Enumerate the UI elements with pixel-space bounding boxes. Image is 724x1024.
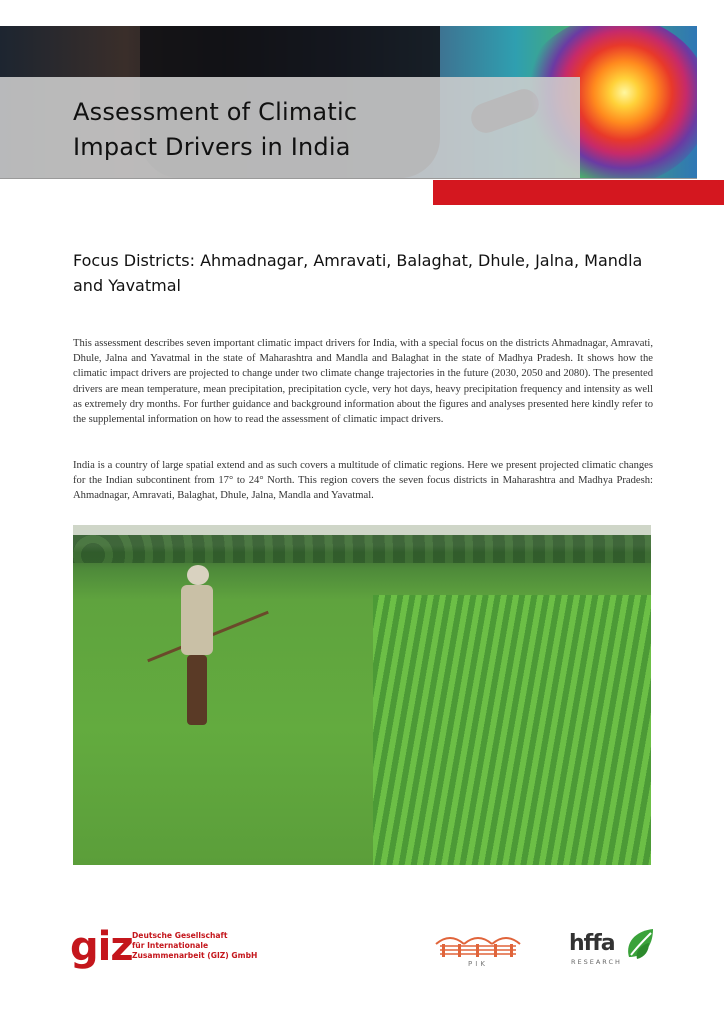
intro-paragraph: This assessment describes seven important climatic impact drivers for India, with a special focus on the districts Ahmadnagar, Amravati, Dhule, Jalna and Yavatmal in the state of Maharashtra and Mandla and Balaghat in the state of Madhya Pradesh. It shows how the climatic impact drivers are projected to change under two climate change trajectories in the future (2030, 2050 and 2080). The presented drivers are mean temperature, mean precipitation, precipitation cycle, very hot days, heavy precipitation frequency and intensity as well as extremely dry months. For further guidance and background information about the figures and analyses presented here kindly refer to the supplemental information on how to read the assessment of climatic impact drivers. xyxy=(73,338,653,426)
title-box xyxy=(0,77,580,178)
hffa-logo xyxy=(569,925,659,970)
page-title-line2: Impact Drivers in India xyxy=(73,133,351,161)
photo-rice-rows xyxy=(373,595,651,865)
giz-wordmark: giz xyxy=(70,924,133,970)
giz-org-name: Deutsche Gesellschaft für Internationale Zusammenarbeit (GIZ) GmbH xyxy=(132,931,258,960)
pik-label: PIK xyxy=(468,960,488,968)
leaf-icon xyxy=(623,927,657,963)
photo-farmer xyxy=(175,565,215,735)
pik-emblem-icon xyxy=(432,930,524,960)
region-paragraph: India is a country of large spatial extend and as such covers a multitude of climatic regions. Here we present projected climatic changes for the Indian subcontinent from 17° to 24° North. This region covers the seven focus districts in Maharashtra and Madhya Pradesh: Ahmadnagar, Amravati, Balaghat, Dhule, Jalna, Mandla and Yavatmal. xyxy=(73,460,653,502)
giz-logo xyxy=(70,925,260,970)
hffa-research-label: RESEARCH xyxy=(571,958,622,966)
pik-logo xyxy=(432,930,524,970)
rice-field-photo xyxy=(73,525,651,865)
header-divider xyxy=(0,178,697,179)
page-title-line1: Assessment of Climatic xyxy=(73,98,358,126)
photo-treeline xyxy=(73,535,651,563)
focus-districts-heading: Focus Districts: Ahmadnagar, Amravati, Balaghat, Dhule, Jalna, Mandla and Yavatmal xyxy=(73,251,643,295)
accent-red-bar xyxy=(433,180,724,205)
hffa-wordmark: hffa xyxy=(569,931,615,956)
